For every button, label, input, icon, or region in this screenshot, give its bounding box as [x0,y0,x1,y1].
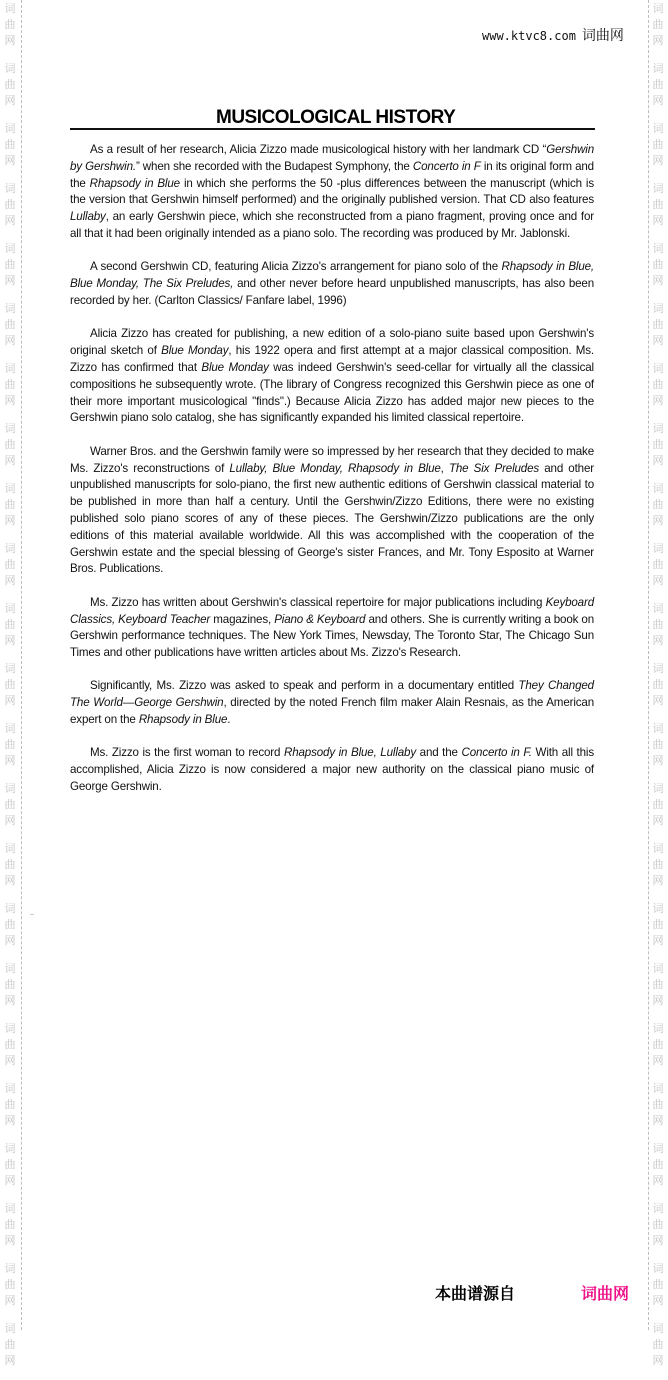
watermark-char: 曲 [652,1038,664,1051]
watermark-char: 网 [652,874,664,887]
watermark-char: 曲 [4,498,16,511]
watermark-char: 词 [652,902,664,915]
watermark-char: 网 [4,514,16,527]
watermark-char: 词 [652,422,664,435]
watermark-char: 网 [4,874,16,887]
italic-title-run: Rhapsody in Blue [89,176,180,190]
watermark-char: 词 [652,1202,664,1215]
watermark-char: 词 [4,362,16,375]
watermark-group [3,420,17,480]
watermark-group [651,480,665,540]
watermark-group [3,1020,17,1080]
watermark-group [651,1320,665,1380]
text-run: Alicia Zizzo has created for publishing, a new edition of a solo-piano suite based upon Gershwin's original sketch of [70,327,594,358]
watermark-char: 曲 [652,618,664,631]
watermark-char: 词 [4,662,16,675]
watermark-char: 网 [652,34,664,47]
watermark-char: 曲 [652,1278,664,1291]
text-run: A second Gershwin CD, featuring Alicia Zizzo's arrangement for piano solo of the [90,260,502,274]
italic-title-run: Lullaby [70,210,106,224]
watermark-char: 词 [652,182,664,195]
watermark-group [651,1140,665,1200]
watermark-char: 网 [4,994,16,1007]
watermark-group [651,780,665,840]
text-run: and others. She is currently writing a book on Gershwin performance techniques. The New York Times, Newsday, The Toronto Star, The Chicago Sun Times and other publications have written articles about Ms. Zizzo's Research. [70,612,595,660]
watermark-char: 词 [652,122,664,135]
text-run: ” when she recorded with the Budapest Symphony, the [135,159,413,173]
watermark-group [651,1080,665,1140]
watermark-char: 曲 [4,858,16,871]
watermark-char: 词 [4,542,16,555]
watermark-char: 网 [4,754,16,767]
watermark-char: 网 [4,454,16,467]
watermark-char: 曲 [652,138,664,151]
watermark-char: 曲 [4,318,16,331]
watermark-char: 网 [652,634,664,647]
watermark-group [651,960,665,1020]
watermark-group [651,840,665,900]
watermark-char: 词 [4,242,16,255]
text-run: Ms. Zizzo is the first woman to record [90,746,284,760]
watermark-char: 词 [4,1202,16,1215]
watermark-char: 网 [4,1114,16,1127]
watermark-group [651,180,665,240]
watermark-char: 网 [652,1234,664,1247]
watermark-group [3,0,17,60]
body-paragraph [70,259,594,309]
watermark-char: 网 [4,34,16,47]
watermark-char: 词 [652,242,664,255]
body-paragraph [70,745,594,795]
watermark-char: 曲 [4,678,16,691]
watermark-char: 词 [4,182,16,195]
italic-title-run: The Six Preludes [448,461,540,475]
watermark-char: 词 [4,482,16,495]
scan-speck [30,914,34,915]
watermark-char: 网 [652,1054,664,1067]
watermark-column-right [651,0,665,1380]
watermark-char: 词 [652,62,664,75]
text-run: , directed by the noted French film maker Alain Resnais, as the American expert on the [70,696,594,727]
site-header [482,25,624,45]
watermark-char: 曲 [4,438,16,451]
watermark-char: 曲 [4,378,16,391]
watermark-char: 词 [4,782,16,795]
watermark-char: 网 [652,94,664,107]
text-run: magazines, [210,612,275,626]
text-run: With all this accomplished, Alicia Zizzo is now considered a major new authority on the classical piano music of George Gershwin. [70,746,594,794]
site-name: 词曲网 [581,28,624,44]
watermark-char: 曲 [4,1038,16,1051]
watermark-group [3,240,17,300]
watermark-char: 词 [652,602,664,615]
watermark-char: 网 [652,214,664,227]
text-run: , [440,461,449,475]
italic-title-run: Concerto in F. [461,746,532,760]
watermark-char: 网 [4,694,16,707]
watermark-char: 网 [4,154,16,167]
watermark-char: 曲 [652,1098,664,1111]
watermark-group [3,120,17,180]
watermark-char: 词 [652,662,664,675]
body-paragraph [70,326,594,427]
watermark-char: 曲 [652,378,664,391]
watermark-char: 词 [652,2,664,15]
watermark-char: 词 [652,302,664,315]
watermark-group [3,60,17,120]
italic-title-run: Rhapsody in Blue [138,713,228,727]
watermark-group [651,540,665,600]
watermark-char: 网 [652,754,664,767]
watermark-group [3,1140,17,1200]
margin-dashed-line-right [648,0,649,1330]
watermark-char: 网 [4,574,16,587]
body-paragraph [70,444,594,578]
body-paragraph [70,595,594,662]
text-run: , an early Gershwin piece, which she reconstructed from a piano fragment, proving once and for all that it had been originally intended as a piano solo. The recording was produced by Mr. Jablonski. [70,210,594,240]
watermark-group [3,660,17,720]
watermark-group [3,480,17,540]
watermark-char: 网 [4,1234,16,1247]
watermark-group [651,1260,665,1320]
watermark-group [3,1080,17,1140]
watermark-char: 词 [4,1022,16,1035]
watermark-char: 曲 [4,18,16,31]
watermark-char: 词 [652,1262,664,1275]
italic-title-run: They Changed The World—George Gershwin [70,679,594,710]
watermark-char: 词 [652,362,664,375]
watermark-char: 网 [652,814,664,827]
watermark-group [3,300,17,360]
text-run: , his 1922 opera and first attempt at a major classical composition. Ms. Zizzo has confirmed that [70,344,594,374]
text-run: and other never before heard unpublished manuscripts, has also been recorded by her. (Carlton Classics/ Fanfare label, 1996) [70,277,595,307]
watermark-char: 曲 [4,618,16,631]
page-title: MUSICOLOGICAL HISTORY [216,107,456,128]
watermark-char: 曲 [4,198,16,211]
body-paragraph [70,678,594,728]
watermark-char: 曲 [652,798,664,811]
text-run: was indeed Gershwin's seed-cellar for virtually all the classical compositions he subsequently wrote. (The library of Congress recognized this Gershwin piece as one of their more important musicological "finds".) Because Alicia Zizzo has added major new pieces to the Gershwin piano solo catalog, she has significantly expanded his limited classical repertoire. [70,360,594,425]
watermark-char: 词 [652,842,664,855]
watermark-char: 曲 [4,558,16,571]
watermark-char: 词 [652,1142,664,1155]
watermark-char: 词 [4,2,16,15]
watermark-char: 网 [652,1294,664,1307]
watermark-group [651,1020,665,1080]
watermark-char: 曲 [652,78,664,91]
text-run: and other unpublished manuscripts for solo-piano, the first new authentic editions of Gershwin classical material to be published in more than half a century. Until the Gershwin/Zizzo Editions, there were no existing published solo piano scores of any of these pieces. The Gershwin/Zizzo publications are the only editions of this material available worldwide. All this was accomplished with the cooperation of the Gershwin estate and the special blessing of George's sister Frances, and Mr. Tony Esposito at Warner Bros. Publications. [70,461,594,576]
watermark-char: 曲 [652,18,664,31]
watermark-char: 词 [4,842,16,855]
watermark-char: 词 [652,1322,664,1335]
watermark-char: 词 [4,1262,16,1275]
watermark-char: 词 [652,962,664,975]
watermark-char: 曲 [652,1218,664,1231]
watermark-char: 曲 [4,258,16,271]
watermark-group [3,540,17,600]
watermark-char: 网 [652,334,664,347]
watermark-char: 曲 [4,1098,16,1111]
watermark-char: 词 [652,482,664,495]
watermark-char: 曲 [652,678,664,691]
watermark-group [651,660,665,720]
watermark-char: 曲 [652,498,664,511]
footer-source-site[interactable]: 词曲网 [581,1284,630,1303]
watermark-char: 网 [652,454,664,467]
watermark-char: 曲 [4,78,16,91]
watermark-char: 曲 [652,258,664,271]
watermark-char: 曲 [4,978,16,991]
watermark-group [651,240,665,300]
italic-title-run: Concerto in F [412,159,481,173]
watermark-char: 网 [652,1354,664,1367]
watermark-group [3,360,17,420]
italic-title-run: Piano & Keyboard [274,612,366,626]
watermark-char: 网 [652,574,664,587]
watermark-char: 网 [4,814,16,827]
watermark-char: 曲 [652,1338,664,1351]
watermark-char: 词 [4,602,16,615]
watermark-char: 曲 [4,1278,16,1291]
watermark-char: 曲 [652,1158,664,1171]
watermark-char: 网 [652,934,664,947]
document-body [70,142,594,812]
text-run: As a result of her research, Alicia Zizzo made musicological history with her landmark CD “ [90,143,547,156]
text-run: Significantly, Ms. Zizzo was asked to speak and perform in a documentary entitled [90,679,519,693]
watermark-group [3,1320,17,1380]
text-run: in which she performs the 50 -plus differences between the manuscript (which is the version that Gershwin himself performed) and the originally published version. That CD also features [70,176,594,207]
watermark-char: 网 [652,274,664,287]
watermark-char: 曲 [652,918,664,931]
watermark-char: 网 [652,154,664,167]
title-block [70,104,595,130]
watermark-char: 词 [4,722,16,735]
watermark-group [651,120,665,180]
watermark-group [651,420,665,480]
watermark-char: 曲 [4,798,16,811]
watermark-group [3,180,17,240]
watermark-char: 曲 [4,1338,16,1351]
watermark-char: 网 [4,1054,16,1067]
watermark-group [651,360,665,420]
watermark-char: 网 [4,394,16,407]
watermark-char: 网 [652,1174,664,1187]
italic-title-run: Blue Monday [201,360,269,374]
watermark-group [651,60,665,120]
italic-title-run: Rhapsody in Blue, Blue Monday, The Six Preludes, [70,260,594,291]
watermark-group [3,1260,17,1320]
watermark-char: 曲 [4,918,16,931]
italic-title-run: Gershwin by Gershwin. [70,143,594,173]
watermark-char: 词 [652,782,664,795]
watermark-char: 词 [4,62,16,75]
watermark-char: 曲 [4,738,16,751]
watermark-char: 词 [652,542,664,555]
watermark-char: 曲 [652,978,664,991]
watermark-char: 网 [652,1114,664,1127]
watermark-char: 网 [4,934,16,947]
watermark-char: 网 [4,334,16,347]
watermark-group [3,1200,17,1260]
title-underline-rule [70,128,595,130]
watermark-group [651,600,665,660]
watermark-char: 网 [652,994,664,1007]
watermark-char: 网 [4,1354,16,1367]
margin-dashed-line-left [21,0,22,1330]
watermark-group [651,300,665,360]
watermark-group [3,600,17,660]
watermark-char: 网 [4,274,16,287]
text-run: in its original form and the [70,159,594,190]
body-paragraph [70,142,594,243]
watermark-group [651,900,665,960]
watermark-char: 曲 [4,138,16,151]
watermark-char: 词 [652,1082,664,1095]
text-run: Warner Bros. and the Gershwin family were so impressed by her research that they decided to make Ms. Zizzo's reconstructions of [70,444,594,475]
watermark-char: 曲 [652,738,664,751]
italic-title-run: Keyboard Classics, Keyboard Teacher [70,595,594,626]
watermark-char: 网 [652,694,664,707]
watermark-char: 词 [4,302,16,315]
watermark-char: 词 [4,1322,16,1335]
text-run: and the [416,746,462,760]
watermark-group [3,900,17,960]
text-run: Ms. Zizzo has written about Gershwin's classical repertoire for major publications including [90,595,546,609]
watermark-char: 词 [4,1142,16,1155]
watermark-char: 词 [4,422,16,435]
watermark-char: 网 [4,1294,16,1307]
watermark-char: 曲 [652,858,664,871]
watermark-char: 曲 [652,198,664,211]
watermark-char: 词 [652,1022,664,1035]
watermark-char: 网 [4,634,16,647]
watermark-char: 曲 [4,1158,16,1171]
watermark-char: 词 [4,122,16,135]
watermark-char: 网 [4,1174,16,1187]
watermark-char: 网 [652,514,664,527]
watermark-group [651,0,665,60]
watermark-char: 词 [4,962,16,975]
watermark-char: 词 [4,902,16,915]
watermark-group [3,780,17,840]
watermark-char: 曲 [4,1218,16,1231]
watermark-group [651,1200,665,1260]
watermark-group [3,960,17,1020]
footer-source-label: 本曲谱源自 [435,1284,516,1303]
watermark-char: 曲 [652,318,664,331]
watermark-column-left [3,0,17,1380]
italic-title-run: Lullaby, Blue Monday, Rhapsody in Blue [229,461,441,475]
text-run: . [227,713,231,727]
watermark-char: 网 [4,214,16,227]
watermark-char: 词 [4,1082,16,1095]
italic-title-run: Blue Monday [161,344,229,358]
watermark-group [3,840,17,900]
watermark-group [651,720,665,780]
italic-title-run: Rhapsody in Blue, Lullaby [283,746,416,760]
watermark-char: 词 [652,722,664,735]
watermark-group [3,720,17,780]
site-url[interactable]: www.ktvc8.com [482,29,576,43]
watermark-char: 曲 [652,438,664,451]
watermark-char: 网 [652,394,664,407]
watermark-char: 网 [4,94,16,107]
watermark-char: 曲 [652,558,664,571]
